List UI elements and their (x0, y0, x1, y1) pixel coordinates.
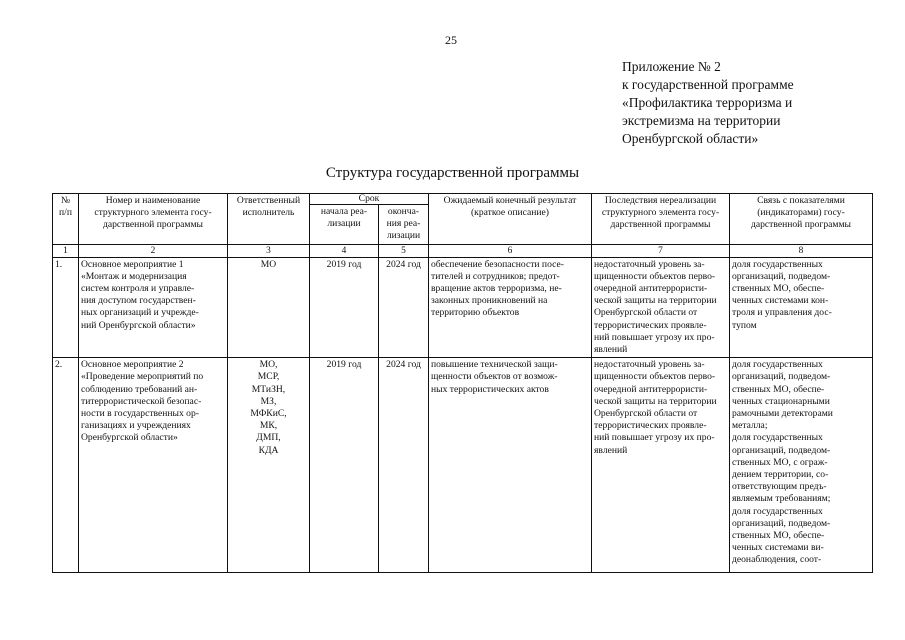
start-year: 2019 год (310, 257, 379, 358)
column-number: 2 (79, 244, 228, 257)
responsible: МО (228, 257, 310, 358)
appendix-line: Приложение № 2 (622, 59, 721, 74)
header-num: № п/п (53, 194, 79, 245)
program-structure-table (52, 193, 873, 573)
column-number: 6 (429, 244, 592, 257)
header-result: Ожидаемый конечный результат (краткое описание) (429, 194, 592, 245)
row-number: 1. (53, 257, 79, 358)
element-name: Основное мероприятие 1 «Монтаж и модернизация систем контроля и управле- ния доступом государствен- ных организаций и учрежде- ний Оренбургской области» (79, 257, 228, 358)
element-name: Основное мероприятие 2 «Проведение мероприятий по соблюдению требований ан- титеррористической безопас- ности в государственных ор- ганизациях и учреждениях Оренбургской области» (79, 358, 228, 573)
header-indicator-link: Связь с показателями (индикаторами) госу- дарственной программы (730, 194, 873, 245)
row-number: 2. (53, 358, 79, 573)
document-title: Структура государственной программы (325, 165, 580, 181)
appendix-line: к государственной программе (622, 77, 794, 92)
appendix-line: «Профилактика терроризма и (622, 95, 793, 110)
page-number: 25 (445, 33, 457, 47)
column-number-row (53, 244, 873, 257)
column-number: 4 (310, 244, 379, 257)
start-year: 2019 год (310, 358, 379, 573)
column-number: 8 (730, 244, 873, 257)
column-number: 7 (592, 244, 730, 257)
table-row (53, 257, 873, 358)
expected-result: повышение технической защи- щенности объектов от возмож- ных террористических актов (429, 358, 592, 573)
column-number: 3 (228, 244, 310, 257)
end-year: 2024 год (379, 257, 429, 358)
consequences: недостаточный уровень за- щищенности объектов перво- очередной антитеррористи- ческой защиты на территории Оренбургской области от террористических проявле- ний повышает угрозу их про- явлений (592, 257, 730, 358)
header-term: Срок (310, 194, 429, 205)
column-number: 5 (379, 244, 429, 257)
header-consequences: Последствия нереализации структурного элемента госу- дарственной программы (592, 194, 730, 245)
table-row (53, 358, 873, 573)
expected-result: обеспечение безопасности посе- тителей и сотрудников; предот- вращение актов терроризма, не- законных проникновений на территорию объектов (429, 257, 592, 358)
header-end: оконча- ния реа- лизации (379, 205, 429, 245)
header-row (53, 194, 873, 205)
responsible: МО, МСР, МТиЗН, МЗ, МФКиС, МК, ДМП, КДА (228, 358, 310, 573)
indicator-link: доля государственных организаций, подведом- ственных МО, обеспе- ченных системами кон- троля и управления дос- тупом (730, 257, 873, 358)
indicator-link: доля государственных организаций, подведом- ственных МО, обеспе- ченных стационарными рамочными детекторами металла; доля государственных организаций, подведом- ственных МО, с ограж- дением территории, со- ответствующим предъ- являемым требованиям; доля государственных организаций, подведом- ственных МО, обеспе- ченных системами ви- деонаблюдения, соот- (730, 358, 873, 573)
appendix-block (622, 58, 892, 148)
consequences: недостаточный уровень за- щищенности объектов перво- очередной антитеррористи- ческой защиты на территории Оренбургской области от террористических проявле- ний повышает угрозу их про- явлений (592, 358, 730, 573)
header-start: начала реа- лизации (310, 205, 379, 245)
header-name: Номер и наименование структурного элемента госу- дарственной программы (79, 194, 228, 245)
appendix-line: Оренбургской области» (622, 131, 759, 146)
end-year: 2024 год (379, 358, 429, 573)
column-number: 1 (53, 244, 79, 257)
appendix-line: экстремизма на территории (622, 113, 781, 128)
header-responsible: Ответственный исполнитель (228, 194, 310, 245)
